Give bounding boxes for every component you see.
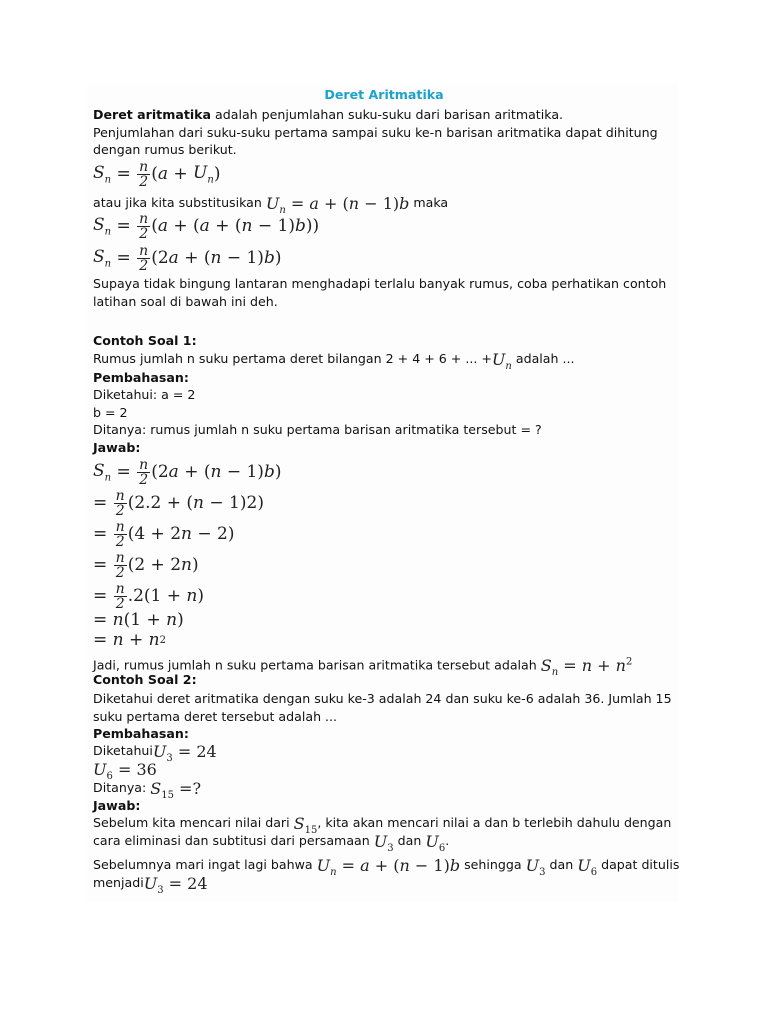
formula-sn-substituted: $S_n$ = $\frac{n}{2}$ ( a + ( a + ( n − 1) b )) <box>93 210 320 242</box>
solution-step-4: = $\frac{n}{2}$ (2 + 2 n ) <box>93 549 199 581</box>
advice-line-1: Supaya tidak bingung lantaran menghadapi terlalu banyak rumus, coba perhatikan contoh <box>93 276 667 291</box>
example1-question: Rumus jumlah n suku pertama deret bilangan 2 + 4 + 6 + ... $+U_n$ adalah ... <box>93 350 575 373</box>
example1-b-value: b = 2 <box>93 405 128 420</box>
intro-definition <box>93 106 563 123</box>
solution-step-7: = n + n 2 <box>93 630 166 650</box>
advice-line-2: latihan soal di bawah ini deh. <box>93 294 278 309</box>
example2-question-2: suku pertama deret tersebut adalah ... <box>93 709 338 724</box>
example1-jawab: Jawab: <box>93 440 141 455</box>
example1-conclusion: Jadi, rumus jumlah n suku pertama barisan aritmatika tersebut adalah $S_n = n + n^2$ <box>93 656 633 679</box>
example2-sebelumnya: Sebelumnya mari ingat lagi bahwa $U_n = a + (n - 1)b$ sehingga $U_3$ dan $U_6$ dapat ditulis <box>93 856 680 879</box>
example2-question-1: Diketahui deret aritmatika dengan suku ke-3 adalah 24 dan suku ke-6 adalah 36. Jumlah 15 <box>93 691 672 706</box>
un-formula: $U_n = a + (n - 1)b$ <box>265 194 410 217</box>
example2-jawab: Jawab: <box>93 798 141 813</box>
example2-pembahasan: Pembahasan: <box>93 726 189 741</box>
solution-step-6: = n (1 + n ) <box>93 610 184 630</box>
page-title: Deret Aritmatika <box>324 87 444 102</box>
example2-sebelum: Sebelum kita mencari nilai dari $S_{15}$, kita akan mencari nilai a dan b terlebih dahulu dengan <box>93 814 672 837</box>
example2-heading: Contoh Soal 2: <box>93 672 197 687</box>
example2-menjadi: menjadiU$_3$ = 24 <box>93 874 208 897</box>
example2-diketahui: DiketahuiU$_3$ = 24 <box>93 742 217 765</box>
example2-ditanya: Ditanya: $S_{15}$ =? <box>93 779 202 802</box>
solution-step-2: = $\frac{n}{2}$ (2.2 + ( n − 1)2) <box>93 487 264 519</box>
example1-pembahasan: Pembahasan: <box>93 370 189 385</box>
example1-diketahui: Diketahui: a = 2 <box>93 387 196 402</box>
example1-ditanya: Ditanya: rumus jumlah n suku pertama barisan aritmatika tersebut = ? <box>93 422 542 437</box>
definition-text: adalah penjumlahan suku-suku dari barisan aritmatika. <box>211 107 564 122</box>
formula-sn-basic: $S_n$ = $\frac{n}{2}$ ( a + $U_n$ ) <box>93 158 221 190</box>
substitution-suffix: maka <box>413 195 449 210</box>
example2-cara: cara eliminasi dan subtitusi dari persamaan $U_3$ dan $U_6$. <box>93 832 450 855</box>
solution-step-1: $S_n$ = $\frac{n}{2}$ (2 a + ( n − 1) b ) <box>93 456 282 488</box>
intro-line-3: dengan rumus berikut. <box>93 142 237 157</box>
substitution-prefix: atau jika kita substitusikan <box>93 195 262 210</box>
solution-step-5: = $\frac{n}{2}$ .2(1 + n ) <box>93 580 205 612</box>
formula-sn-2a: $S_n$ = $\frac{n}{2}$ (2 a + ( n − 1) b ) <box>93 242 282 274</box>
example2-u6: $U_6 = 36$ <box>93 760 157 783</box>
example1-heading: Contoh Soal 1: <box>93 333 197 348</box>
solution-step-3: = $\frac{n}{2}$ (4 + 2 n − 2) <box>93 518 235 550</box>
term-deret-aritmatika: Deret aritmatika <box>93 107 212 122</box>
intro-line-2: Penjumlahan dari suku-suku pertama sampai suku ke-n barisan aritmatika dapat dihitung <box>93 125 658 140</box>
